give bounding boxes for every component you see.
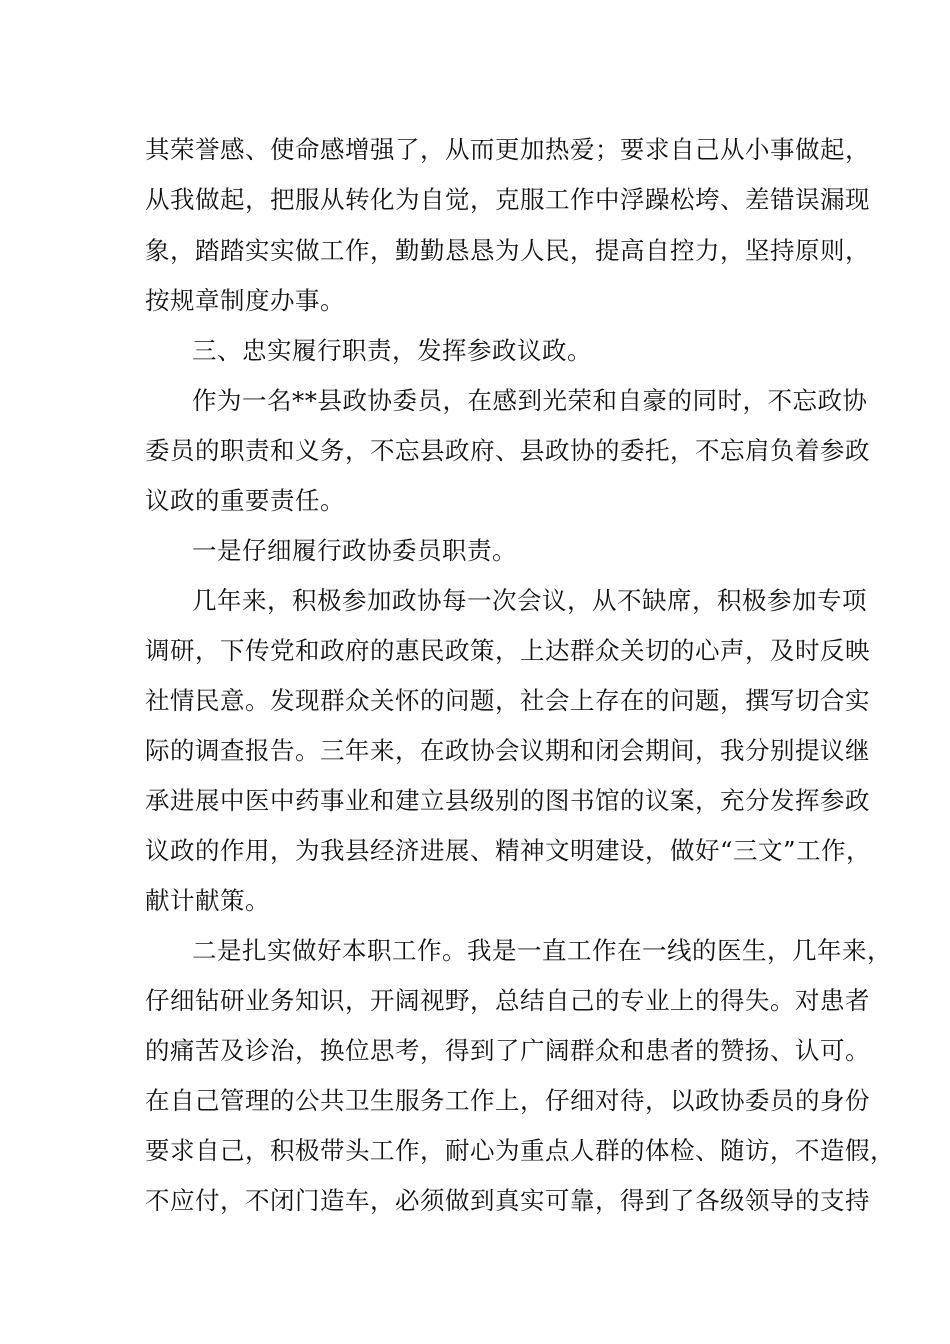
paragraph-line: 按规章制度办事。: [145, 286, 345, 315]
paragraph-line: 象，踏踏实实做工作，勤勤恳恳为人民，提高自控力，坚持原则，: [145, 236, 870, 265]
paragraph-line: 其荣誉感、使命感增强了，从而更加热爱；要求自己从小事做起，: [145, 135, 870, 164]
paragraph-line: 议政的重要责任。: [145, 486, 345, 515]
paragraph-line: 承进展中医中药事业和建立县级别的图书馆的议案，充分发挥参政: [145, 786, 870, 815]
paragraph-line: 委员的职责和义务，不忘县政府、县政协的委托，不忘肩负着参政: [145, 436, 870, 465]
sub-heading: 一是仔细履行政协委员职责。: [192, 536, 517, 565]
paragraph-line: 仔细钻研业务知识，开阔视野，总结自己的专业上的得失。对患者: [145, 986, 870, 1015]
paragraph-line: 献计献策。: [145, 886, 270, 915]
paragraph-line: 调研，下传党和政府的惠民政策，上达群众关切的心声，及时反映: [145, 636, 870, 665]
paragraph-line: 要求自己，积极带头工作，耐心为重点人群的体检、随访，不造假，: [145, 1136, 895, 1165]
paragraph-line: 议政的作用，为我县经济进展、精神文明建设，做好“三文”工作，: [145, 836, 872, 865]
paragraph-line: 的痛苦及诊治，换位思考，得到了广阔群众和患者的赞扬、认可。: [145, 1036, 870, 1065]
section-heading: 三、忠实履行职责，发挥参政议政。: [192, 336, 592, 365]
paragraph-line: 不应付，不闭门造车，必须做到真实可靠，得到了各级领导的支持: [145, 1186, 870, 1215]
paragraph-line: 作为一名**县政协委员，在感到光荣和自豪的同时，不忘政协: [192, 386, 868, 415]
paragraph-line: 从我做起，把服从转化为自觉，克服工作中浮躁松垮、差错误漏现: [145, 185, 870, 214]
paragraph-line: 社情民意。发现群众关怀的问题，社会上存在的问题，撰写切合实: [145, 686, 870, 715]
paragraph-line: 几年来，积极参加政协每一次会议，从不缺席，积极参加专项: [192, 586, 867, 615]
paragraph-line: 二是扎实做好本职工作。我是一直工作在一线的医生，几年来，: [192, 936, 892, 965]
paragraph-line: 际的调查报告。三年来，在政协会议期和闭会期间，我分别提议继: [145, 736, 870, 765]
paragraph-line: 在自己管理的公共卫生服务工作上，仔细对待，以政协委员的身份: [145, 1086, 870, 1115]
